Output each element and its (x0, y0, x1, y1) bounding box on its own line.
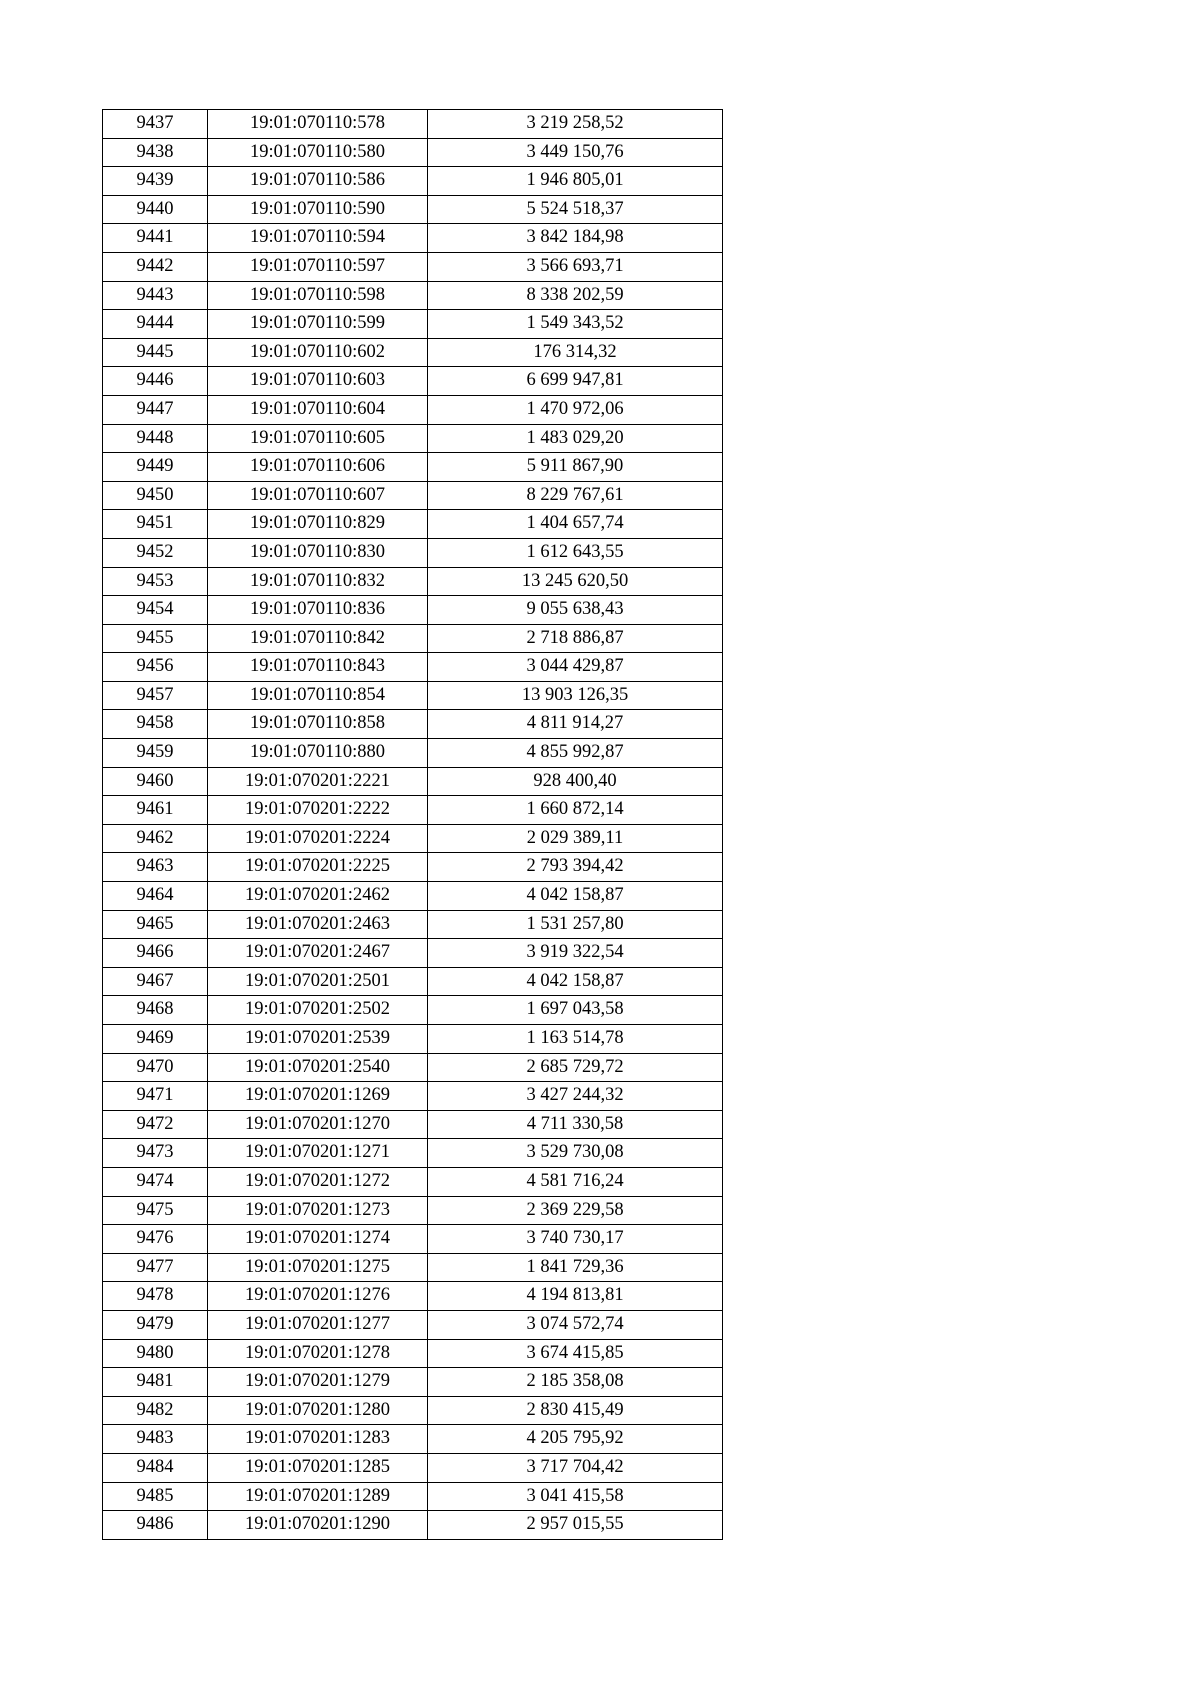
table-row (103, 395, 723, 424)
cadastral-number-cell: 19:01:070201:1285 (208, 1453, 428, 1482)
value-cell: 9 055 638,43 (428, 596, 723, 625)
row-number-cell: 9479 (103, 1310, 208, 1339)
cadastral-number-cell: 19:01:070201:2501 (208, 967, 428, 996)
value-cell: 4 581 716,24 (428, 1167, 723, 1196)
cadastral-number-cell: 19:01:070110:858 (208, 710, 428, 739)
table-row (103, 939, 723, 968)
row-number-cell: 9439 (103, 167, 208, 196)
table-row (103, 710, 723, 739)
table-row (103, 1139, 723, 1168)
row-number-cell: 9482 (103, 1396, 208, 1425)
value-cell: 2 718 886,87 (428, 624, 723, 653)
table-row (103, 281, 723, 310)
table-row (103, 1339, 723, 1368)
table-row (103, 824, 723, 853)
cadastral-number-cell: 19:01:070201:2222 (208, 796, 428, 825)
table-row (103, 1453, 723, 1482)
table-row (103, 1511, 723, 1540)
value-cell: 2 830 415,49 (428, 1396, 723, 1425)
cadastral-number-cell: 19:01:070201:2221 (208, 767, 428, 796)
table-row (103, 624, 723, 653)
value-cell: 3 449 150,76 (428, 138, 723, 167)
value-cell: 1 483 029,20 (428, 424, 723, 453)
row-number-cell: 9444 (103, 310, 208, 339)
row-number-cell: 9453 (103, 567, 208, 596)
value-cell: 2 369 229,58 (428, 1196, 723, 1225)
row-number-cell: 9449 (103, 453, 208, 482)
value-cell: 3 740 730,17 (428, 1225, 723, 1254)
cadastral-number-cell: 19:01:070201:1276 (208, 1282, 428, 1311)
table-row (103, 882, 723, 911)
row-number-cell: 9470 (103, 1053, 208, 1082)
value-cell: 1 531 257,80 (428, 910, 723, 939)
row-number-cell: 9447 (103, 395, 208, 424)
value-cell: 1 470 972,06 (428, 395, 723, 424)
row-number-cell: 9460 (103, 767, 208, 796)
row-number-cell: 9454 (103, 596, 208, 625)
table-row (103, 167, 723, 196)
table-row (103, 796, 723, 825)
cadastral-number-cell: 19:01:070110:605 (208, 424, 428, 453)
row-number-cell: 9480 (103, 1339, 208, 1368)
cadastral-number-cell: 19:01:070110:597 (208, 252, 428, 281)
value-cell: 4 042 158,87 (428, 882, 723, 911)
cadastral-number-cell: 19:01:070110:590 (208, 195, 428, 224)
row-number-cell: 9483 (103, 1425, 208, 1454)
row-number-cell: 9478 (103, 1282, 208, 1311)
value-cell: 13 245 620,50 (428, 567, 723, 596)
cadastral-number-cell: 19:01:070201:1275 (208, 1253, 428, 1282)
value-cell: 5 911 867,90 (428, 453, 723, 482)
value-cell: 1 660 872,14 (428, 796, 723, 825)
value-cell: 4 194 813,81 (428, 1282, 723, 1311)
row-number-cell: 9451 (103, 510, 208, 539)
table-row (103, 367, 723, 396)
row-number-cell: 9468 (103, 996, 208, 1025)
value-cell: 3 044 429,87 (428, 653, 723, 682)
row-number-cell: 9457 (103, 681, 208, 710)
cadastral-number-cell: 19:01:070110:603 (208, 367, 428, 396)
value-cell: 3 074 572,74 (428, 1310, 723, 1339)
table-row (103, 1053, 723, 1082)
value-cell: 3 566 693,71 (428, 252, 723, 281)
row-number-cell: 9458 (103, 710, 208, 739)
table-row (103, 1282, 723, 1311)
table-row (103, 1310, 723, 1339)
row-number-cell: 9463 (103, 853, 208, 882)
value-cell: 3 041 415,58 (428, 1482, 723, 1511)
table-row (103, 1396, 723, 1425)
cadastral-number-cell: 19:01:070201:1289 (208, 1482, 428, 1511)
table-row (103, 1425, 723, 1454)
value-cell: 1 697 043,58 (428, 996, 723, 1025)
row-number-cell: 9443 (103, 281, 208, 310)
value-cell: 3 529 730,08 (428, 1139, 723, 1168)
table-row (103, 739, 723, 768)
cadastral-number-cell: 19:01:070110:829 (208, 510, 428, 539)
value-cell: 3 717 704,42 (428, 1453, 723, 1482)
table-row (103, 1368, 723, 1397)
table-row (103, 538, 723, 567)
row-number-cell: 9438 (103, 138, 208, 167)
row-number-cell: 9481 (103, 1368, 208, 1397)
value-cell: 2 185 358,08 (428, 1368, 723, 1397)
row-number-cell: 9459 (103, 739, 208, 768)
cadastral-number-cell: 19:01:070201:1278 (208, 1339, 428, 1368)
row-number-cell: 9446 (103, 367, 208, 396)
table-row (103, 767, 723, 796)
table-row (103, 681, 723, 710)
table-row (103, 252, 723, 281)
cadastral-number-cell: 19:01:070110:580 (208, 138, 428, 167)
cadastral-number-cell: 19:01:070201:1290 (208, 1511, 428, 1540)
row-number-cell: 9455 (103, 624, 208, 653)
cadastral-number-cell: 19:01:070110:830 (208, 538, 428, 567)
value-cell: 3 919 322,54 (428, 939, 723, 968)
table-row (103, 138, 723, 167)
value-cell: 3 674 415,85 (428, 1339, 723, 1368)
value-cell: 8 229 767,61 (428, 481, 723, 510)
row-number-cell: 9441 (103, 224, 208, 253)
table-row (103, 910, 723, 939)
table-row (103, 110, 723, 139)
cadastral-number-cell: 19:01:070110:606 (208, 453, 428, 482)
row-number-cell: 9464 (103, 882, 208, 911)
cadastral-number-cell: 19:01:070201:2467 (208, 939, 428, 968)
cadastral-number-cell: 19:01:070110:842 (208, 624, 428, 653)
cadastral-number-cell: 19:01:070201:1272 (208, 1167, 428, 1196)
row-number-cell: 9472 (103, 1110, 208, 1139)
row-number-cell: 9462 (103, 824, 208, 853)
value-cell: 6 699 947,81 (428, 367, 723, 396)
cadastral-number-cell: 19:01:070201:2463 (208, 910, 428, 939)
value-cell: 1 841 729,36 (428, 1253, 723, 1282)
table-row (103, 967, 723, 996)
table-row (103, 338, 723, 367)
value-cell: 4 855 992,87 (428, 739, 723, 768)
value-cell: 1 612 643,55 (428, 538, 723, 567)
table-row (103, 853, 723, 882)
row-number-cell: 9442 (103, 252, 208, 281)
row-number-cell: 9466 (103, 939, 208, 968)
row-number-cell: 9469 (103, 1025, 208, 1054)
value-cell: 1 163 514,78 (428, 1025, 723, 1054)
value-cell: 3 427 244,32 (428, 1082, 723, 1111)
table-row (103, 424, 723, 453)
cadastral-number-cell: 19:01:070110:586 (208, 167, 428, 196)
table-row (103, 1167, 723, 1196)
value-cell: 3 219 258,52 (428, 110, 723, 139)
cadastral-number-cell: 19:01:070201:1277 (208, 1310, 428, 1339)
cadastral-number-cell: 19:01:070201:2502 (208, 996, 428, 1025)
row-number-cell: 9448 (103, 424, 208, 453)
table-row (103, 1225, 723, 1254)
table-row (103, 1025, 723, 1054)
cadastral-number-cell: 19:01:070201:1273 (208, 1196, 428, 1225)
cadastral-number-cell: 19:01:070201:2225 (208, 853, 428, 882)
cadastral-number-cell: 19:01:070110:880 (208, 739, 428, 768)
cadastral-number-cell: 19:01:070110:843 (208, 653, 428, 682)
table-row (103, 195, 723, 224)
value-cell: 8 338 202,59 (428, 281, 723, 310)
row-number-cell: 9456 (103, 653, 208, 682)
cadastral-number-cell: 19:01:070201:1269 (208, 1082, 428, 1111)
cadastral-number-cell: 19:01:070110:836 (208, 596, 428, 625)
cadastral-number-cell: 19:01:070201:2540 (208, 1053, 428, 1082)
value-cell: 1 946 805,01 (428, 167, 723, 196)
cadastral-number-cell: 19:01:070110:607 (208, 481, 428, 510)
cadastral-number-cell: 19:01:070201:1271 (208, 1139, 428, 1168)
value-cell: 1 404 657,74 (428, 510, 723, 539)
table-row (103, 510, 723, 539)
value-cell: 176 314,32 (428, 338, 723, 367)
cadastral-number-cell: 19:01:070110:599 (208, 310, 428, 339)
table-row (103, 1196, 723, 1225)
row-number-cell: 9486 (103, 1511, 208, 1540)
cadastral-number-cell: 19:01:070201:1274 (208, 1225, 428, 1254)
cadastral-number-cell: 19:01:070201:1279 (208, 1368, 428, 1397)
row-number-cell: 9452 (103, 538, 208, 567)
table-row (103, 310, 723, 339)
row-number-cell: 9484 (103, 1453, 208, 1482)
table-body (103, 110, 723, 1540)
table-row (103, 653, 723, 682)
row-number-cell: 9477 (103, 1253, 208, 1282)
row-number-cell: 9476 (103, 1225, 208, 1254)
table-row (103, 996, 723, 1025)
row-number-cell: 9437 (103, 110, 208, 139)
row-number-cell: 9471 (103, 1082, 208, 1111)
table-row (103, 1253, 723, 1282)
table-row (103, 1482, 723, 1511)
value-cell: 2 793 394,42 (428, 853, 723, 882)
value-cell: 4 711 330,58 (428, 1110, 723, 1139)
row-number-cell: 9485 (103, 1482, 208, 1511)
value-cell: 5 524 518,37 (428, 195, 723, 224)
row-number-cell: 9465 (103, 910, 208, 939)
table-row (103, 596, 723, 625)
row-number-cell: 9445 (103, 338, 208, 367)
value-cell: 1 549 343,52 (428, 310, 723, 339)
value-cell: 13 903 126,35 (428, 681, 723, 710)
row-number-cell: 9440 (103, 195, 208, 224)
table-row (103, 453, 723, 482)
value-cell: 928 400,40 (428, 767, 723, 796)
cadastral-number-cell: 19:01:070110:604 (208, 395, 428, 424)
table-row (103, 481, 723, 510)
value-cell: 4 042 158,87 (428, 967, 723, 996)
value-cell: 4 811 914,27 (428, 710, 723, 739)
cadastral-number-cell: 19:01:070110:854 (208, 681, 428, 710)
row-number-cell: 9473 (103, 1139, 208, 1168)
cadastral-number-cell: 19:01:070110:578 (208, 110, 428, 139)
value-cell: 2 029 389,11 (428, 824, 723, 853)
row-number-cell: 9450 (103, 481, 208, 510)
table-row (103, 1110, 723, 1139)
value-cell: 2 685 729,72 (428, 1053, 723, 1082)
table-row (103, 567, 723, 596)
cadastral-number-cell: 19:01:070201:2224 (208, 824, 428, 853)
cadastral-number-cell: 19:01:070110:598 (208, 281, 428, 310)
table-row (103, 224, 723, 253)
cadastral-number-cell: 19:01:070110:832 (208, 567, 428, 596)
table-row (103, 1082, 723, 1111)
cadastral-number-cell: 19:01:070110:602 (208, 338, 428, 367)
value-cell: 2 957 015,55 (428, 1511, 723, 1540)
row-number-cell: 9475 (103, 1196, 208, 1225)
row-number-cell: 9461 (103, 796, 208, 825)
row-number-cell: 9474 (103, 1167, 208, 1196)
cadastral-number-cell: 19:01:070201:1283 (208, 1425, 428, 1454)
cadastral-number-cell: 19:01:070201:2539 (208, 1025, 428, 1054)
cadastral-number-cell: 19:01:070201:2462 (208, 882, 428, 911)
row-number-cell: 9467 (103, 967, 208, 996)
value-cell: 4 205 795,92 (428, 1425, 723, 1454)
value-cell: 3 842 184,98 (428, 224, 723, 253)
cadastral-number-cell: 19:01:070201:1270 (208, 1110, 428, 1139)
cadastral-number-cell: 19:01:070110:594 (208, 224, 428, 253)
cadastral-number-cell: 19:01:070201:1280 (208, 1396, 428, 1425)
data-table (102, 109, 723, 1540)
